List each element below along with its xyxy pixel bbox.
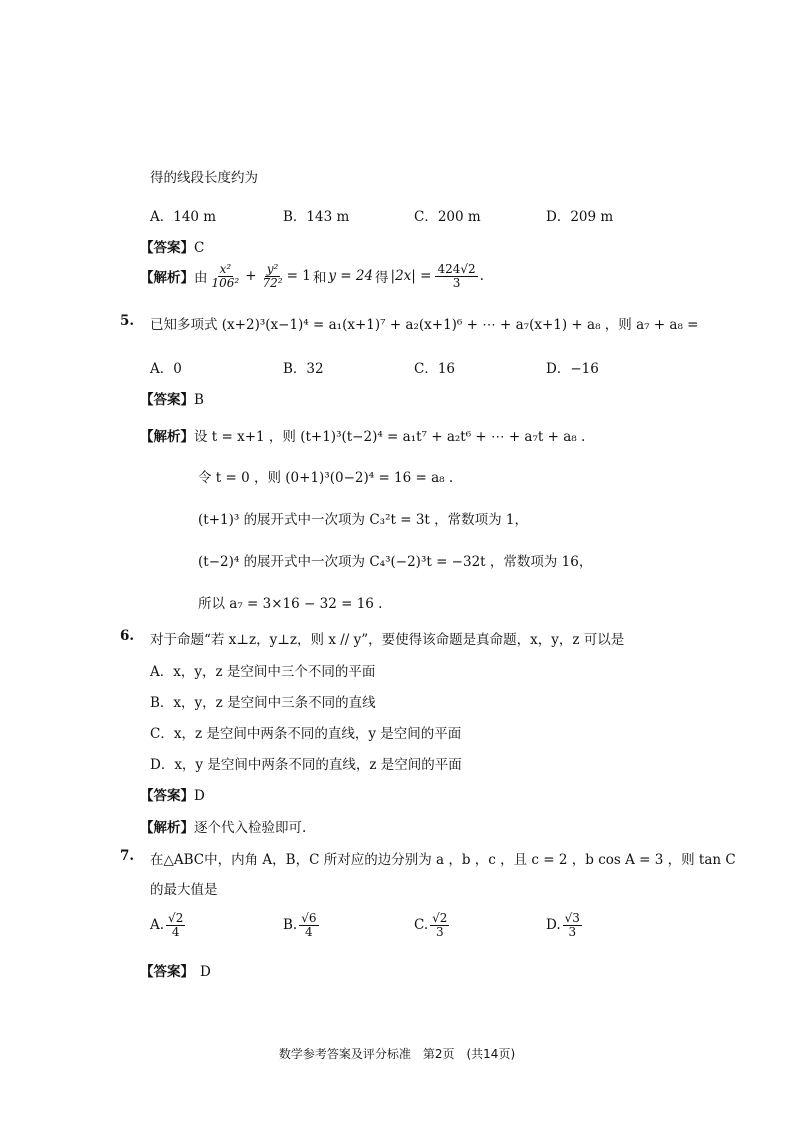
q6-option-d: D．x，y 是空间中两条不同的直线，z 是空间的平面 — [150, 757, 462, 773]
q4-answer — [140, 236, 204, 256]
analysis-text: 设 t = x+1 ，则 (t+1)³(t−2)⁴ = a₁t⁷ + a₂t⁶ + ⋯ + a₇t + a₈ . — [194, 429, 586, 445]
q4-option-b: B．143 m — [283, 209, 350, 225]
q7-option-b — [283, 912, 321, 938]
equation-y: y = 24 — [328, 268, 374, 285]
equation-abs: |2x| = — [390, 268, 432, 285]
q5-analysis-line-1 — [140, 425, 585, 445]
fraction-x — [210, 263, 242, 289]
q5-option-c: C．16 — [414, 361, 456, 377]
q7-stem-line-2: 的最大值是 — [150, 882, 218, 898]
q5-analysis-line-5: 所以 a₇ = 3×16 − 32 = 16 . — [198, 596, 383, 612]
answer-value: D — [194, 788, 205, 804]
analysis-text: 得 — [375, 270, 389, 287]
answer-label: 【答案】 — [140, 392, 194, 408]
q5-analysis-line-4: (t−2)⁴ 的展开式中一次项为 C₄³(−2)³t = −32t ，常数项为 16， — [198, 554, 593, 570]
q4-option-a: A．140 m — [150, 209, 217, 225]
answer-value: C — [194, 240, 205, 256]
answer-value: D — [200, 964, 211, 980]
q7-number: 7. — [120, 848, 135, 864]
frac-num: x² — [219, 262, 232, 276]
q6-analysis — [140, 816, 306, 836]
frac-den: 3 — [435, 924, 444, 939]
q7-option-d — [546, 912, 584, 938]
analysis-label: 【解析】 — [140, 270, 194, 287]
frac-num: 424√2 — [437, 262, 476, 276]
q5-option-d: D．−16 — [546, 361, 599, 377]
frac-den: 106² — [211, 275, 240, 290]
option-label: A. — [150, 917, 165, 934]
equation-one: = 1 — [286, 268, 311, 285]
frac-den: 3 — [568, 924, 577, 939]
q6-option-b: B．x，y，z 是空间中三条不同的直线 — [150, 695, 376, 711]
q5-number: 5. — [120, 313, 135, 329]
frac-num: √2 — [432, 911, 448, 925]
frac-num: y² — [266, 262, 279, 276]
q7-option-c — [414, 912, 451, 938]
answer-label: 【答案】 — [140, 964, 194, 980]
q6-answer — [140, 784, 205, 804]
analysis-label: 【解析】 — [140, 820, 194, 836]
q5-analysis-line-2: 令 t = 0 ，则 (0+1)³(0−2)⁴ = 16 = a₈ . — [198, 470, 454, 486]
q5-stem: 已知多项式 (x+2)³(x−1)⁴ = a₁(x+1)⁷ + a₂(x+1)⁶ + ⋯ + a₇(x+1) + a₈ ，则 a₇ + a₈ = — [150, 317, 699, 333]
q4-analysis: 【解析】 由 $\frac{\text{x²}}{\text{106²}}$ + $\frac{\text{y²}}{\text{72²}}$ = 1 和 y = 24 得 |2x| = $\frac{424√2}{3}$ . — [140, 262, 484, 290]
option-label: D. — [546, 917, 561, 934]
q5-option-b: B．32 — [283, 361, 324, 377]
q7-answer — [140, 960, 211, 980]
frac-num: √6 — [301, 911, 317, 925]
option-fraction — [430, 912, 449, 938]
q6-stem: 对于命题“若 x⊥z，y⊥z，则 x // y”，要使得该命题是真命题，x，y，z 可以是 — [150, 632, 625, 648]
frac-den: 4 — [171, 924, 180, 939]
option-fraction — [563, 912, 582, 938]
q6-option-c: C．x，z 是空间中两条不同的直线，y 是空间的平面 — [150, 726, 462, 742]
q6-option-a: A．x，y，z 是空间中三个不同的平面 — [150, 664, 376, 680]
option-label: C. — [414, 917, 429, 934]
q7-option-a — [150, 912, 187, 938]
q4-continuation: 得的线段长度约为 — [150, 170, 258, 186]
frac-den: 3 — [452, 275, 461, 290]
q4-option-c: C．200 m — [414, 209, 481, 225]
q5-analysis-line-3: (t+1)³ 的展开式中一次项为 C₃²t = 3t ，常数项为 1， — [198, 512, 529, 528]
q6-number: 6. — [120, 628, 135, 644]
analysis-label: 【解析】 — [140, 429, 194, 445]
option-fraction — [299, 912, 318, 938]
fraction-y — [261, 263, 285, 289]
frac-num: √2 — [168, 911, 184, 925]
page-footer: 数学参考答案及评分标准 第2页 (共14页) — [278, 1047, 516, 1061]
answer-label: 【答案】 — [140, 788, 194, 804]
fraction-result — [435, 263, 477, 289]
analysis-text: 和 — [312, 270, 327, 287]
answer-value: B — [194, 392, 204, 408]
frac-num: √3 — [564, 911, 580, 925]
q4-option-d: D．209 m — [546, 209, 614, 225]
q5-option-a: A．0 — [150, 361, 182, 377]
answer-label: 【答案】 — [140, 240, 194, 256]
analysis-text: 逐个代入检验即可. — [194, 820, 307, 836]
analysis-text: 由 — [194, 270, 208, 287]
q7-stem-line-1: 在△ABC中，内角 A，B，C 所对应的边分别为 a ，b ，c ，且 c = 2 ，b cos A = 3 ，则 tan C — [150, 852, 736, 868]
q5-answer — [140, 388, 204, 408]
frac-den: 4 — [305, 924, 313, 939]
frac-den: 72² — [262, 275, 283, 290]
option-fraction — [166, 912, 185, 938]
option-label: B. — [283, 917, 298, 934]
